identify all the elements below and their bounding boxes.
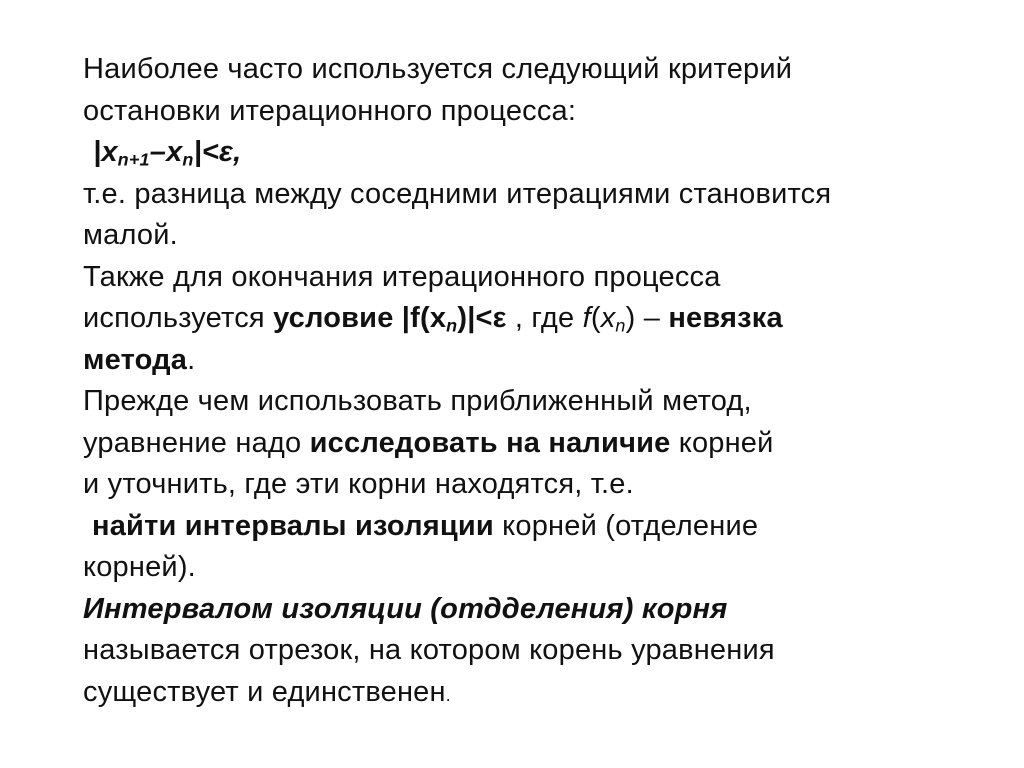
- term-isolation-intervals: найти интервалы изоляции: [92, 509, 494, 542]
- term-residual: невязка: [668, 302, 783, 334]
- formula-part: |x: [93, 136, 118, 168]
- text-run: существует и единственен: [83, 675, 446, 708]
- text-run: (: [590, 302, 601, 334]
- text-line-2: остановки итерационного процесса:: [83, 94, 577, 127]
- text-line-13: корней).: [83, 551, 196, 583]
- text-line-1: Наиболее часто используется следующий критерий: [83, 53, 793, 85]
- text-run: x: [600, 302, 616, 334]
- text-run: Интервалом изоляции (отдделения) корня: [83, 592, 728, 625]
- text-run: уравнение надо: [83, 426, 310, 459]
- text-run: n: [446, 315, 458, 336]
- text-run: )|<ε: [457, 302, 507, 334]
- text-line-16: [83, 672, 983, 717]
- text-line-12: [83, 506, 983, 548]
- residual-condition: [273, 302, 507, 334]
- stopping-criterion-formula: [83, 132, 983, 174]
- text-run: используется: [83, 302, 274, 334]
- text-run: f: [582, 302, 591, 334]
- text-line-9: Прежде чем использовать приближенный метод,: [83, 385, 752, 417]
- text-run: n: [615, 315, 626, 336]
- text-line-7: [83, 298, 983, 340]
- slide-text: [83, 49, 983, 716]
- text-line-11: и уточнить, где эти корни находятся, т.е.: [83, 468, 634, 500]
- text-run: , где: [506, 302, 583, 334]
- formula-part: –x: [149, 136, 183, 168]
- text-run: .: [445, 684, 451, 705]
- definition-heading: [83, 589, 983, 631]
- text-line-5: малой.: [83, 219, 178, 251]
- text-run: .: [187, 343, 196, 376]
- formula-subscript: n: [182, 149, 194, 170]
- formula-subscript: [615, 315, 625, 335]
- text-run: корней: [670, 426, 774, 459]
- text-line-10: [83, 423, 983, 465]
- text-line-8: [83, 340, 983, 382]
- term-investigate: исследовать на наличие: [309, 426, 671, 459]
- formula-subscript: [446, 315, 457, 335]
- text-line-6: Также для окончания итерационного процесса: [83, 260, 721, 293]
- text-run: условие |f(x: [273, 302, 447, 334]
- text-line-15: называется отрезок, на котором корень уравнения: [83, 634, 775, 666]
- term-method: метода: [83, 343, 188, 376]
- text-run: ) –: [625, 302, 669, 334]
- text-run: корней (отделение: [493, 509, 759, 542]
- formula-subscript: n+1: [117, 149, 150, 170]
- text-line-4: т.е. разница между соседними итерациями становится: [83, 177, 832, 210]
- formula-part: |<ε,: [193, 136, 242, 168]
